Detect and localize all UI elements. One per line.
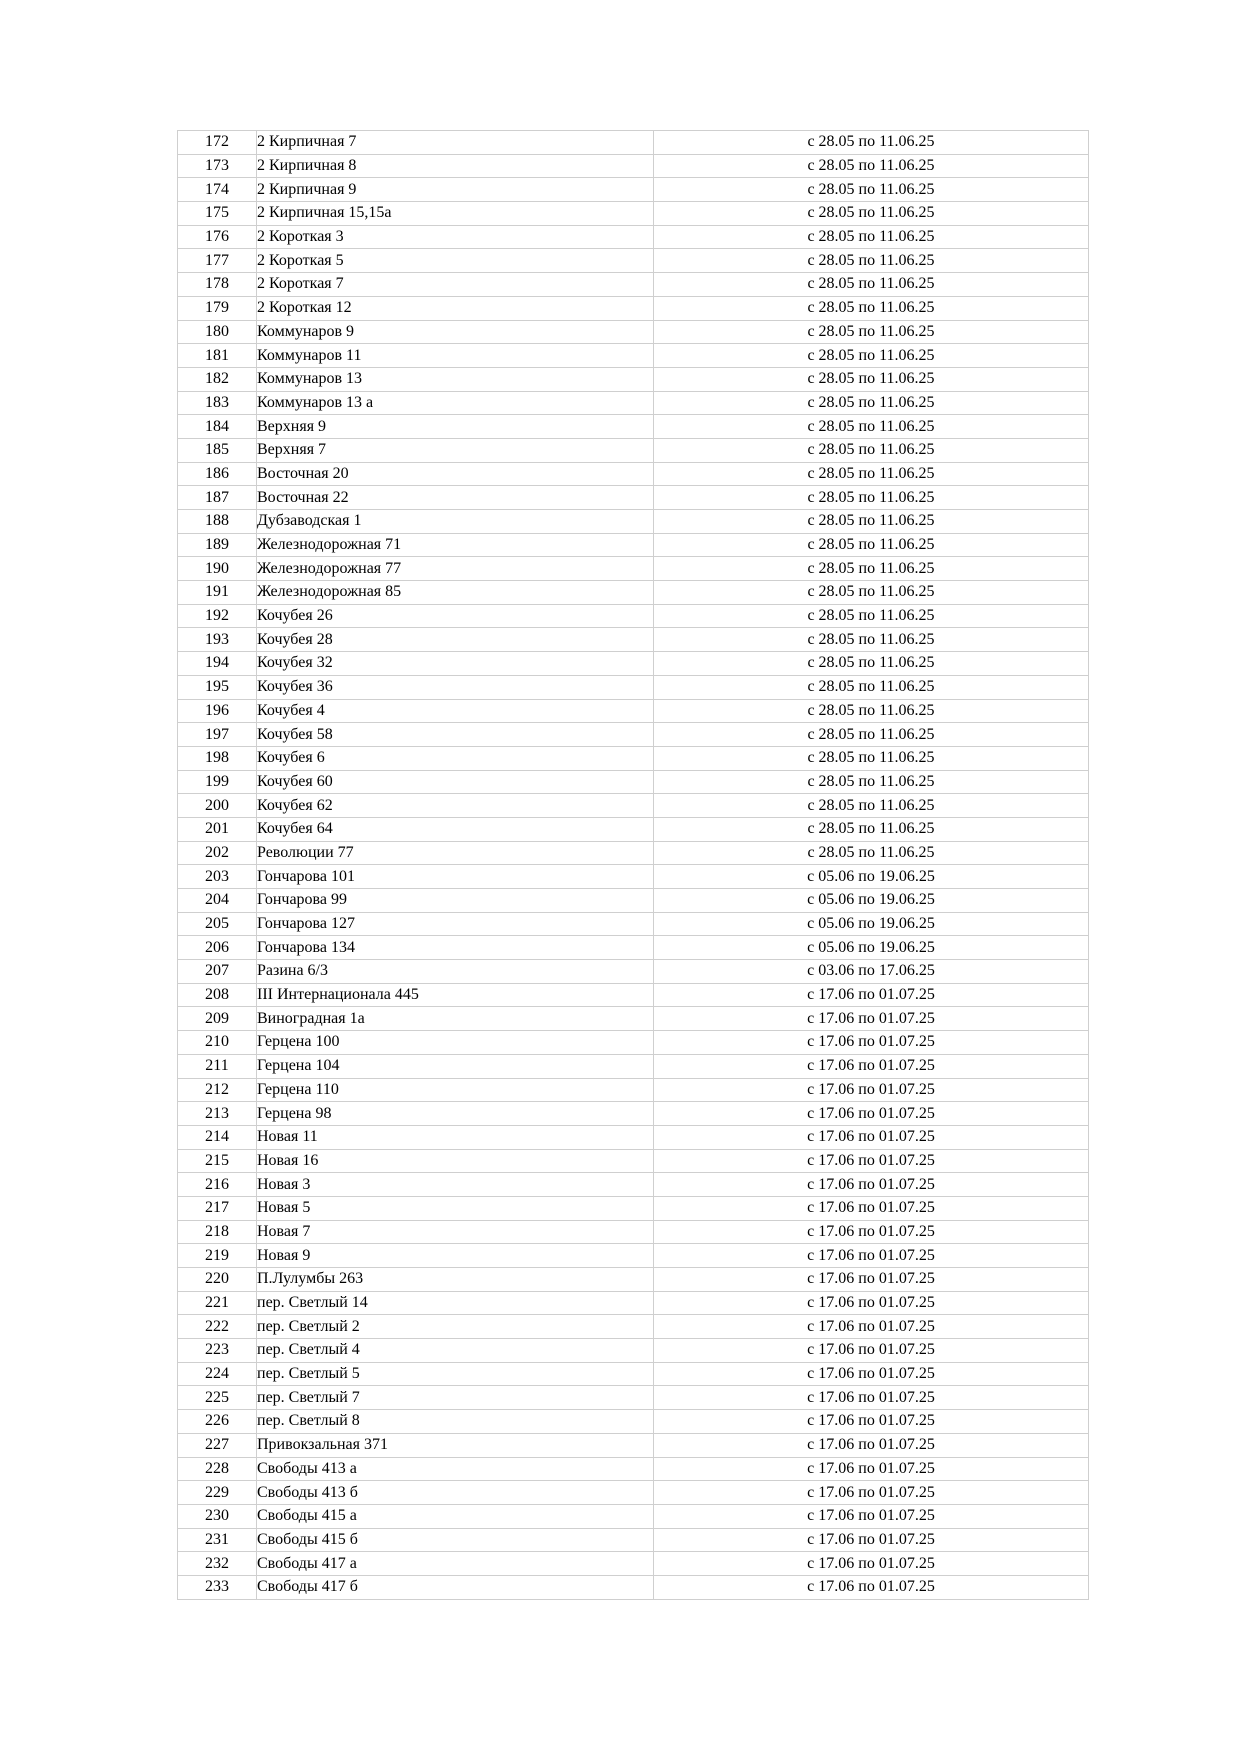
period-cell: с 28.05 по 11.06.25 — [654, 675, 1089, 699]
period-cell: с 28.05 по 11.06.25 — [654, 557, 1089, 581]
period-cell: с 28.05 по 11.06.25 — [654, 273, 1089, 297]
row-number-cell: 218 — [178, 1220, 257, 1244]
period-cell: с 28.05 по 11.06.25 — [654, 391, 1089, 415]
table-row — [178, 604, 1089, 628]
period-cell: с 17.06 по 01.07.25 — [654, 1244, 1089, 1268]
row-number-cell: 183 — [178, 391, 257, 415]
period-cell: с 17.06 по 01.07.25 — [654, 1457, 1089, 1481]
address-cell: Свободы 415 б — [257, 1528, 654, 1552]
row-number-cell: 232 — [178, 1552, 257, 1576]
period-cell: с 28.05 по 11.06.25 — [654, 131, 1089, 155]
address-cell: Свободы 413 б — [257, 1481, 654, 1505]
address-cell: Свободы 417 а — [257, 1552, 654, 1576]
period-cell: с 05.06 по 19.06.25 — [654, 889, 1089, 913]
table-row — [178, 628, 1089, 652]
row-number-cell: 214 — [178, 1125, 257, 1149]
table-row — [178, 1433, 1089, 1457]
row-number-cell: 175 — [178, 202, 257, 226]
address-cell: Коммунаров 9 — [257, 320, 654, 344]
address-cell: Кочубея 60 — [257, 770, 654, 794]
period-cell: с 17.06 по 01.07.25 — [654, 983, 1089, 1007]
table-row — [178, 865, 1089, 889]
table-row — [178, 1268, 1089, 1292]
address-cell: Новая 3 — [257, 1173, 654, 1197]
address-cell: Гончарова 101 — [257, 865, 654, 889]
table-row — [178, 131, 1089, 155]
address-cell: 2 Кирпичная 8 — [257, 154, 654, 178]
row-number-cell: 179 — [178, 296, 257, 320]
address-cell: П.Лулумбы 263 — [257, 1268, 654, 1292]
row-number-cell: 204 — [178, 889, 257, 913]
row-number-cell: 176 — [178, 225, 257, 249]
row-number-cell: 184 — [178, 415, 257, 439]
period-cell: с 28.05 по 11.06.25 — [654, 415, 1089, 439]
address-cell: 2 Кирпичная 15,15а — [257, 202, 654, 226]
address-cell: Восточная 20 — [257, 462, 654, 486]
table-row — [178, 746, 1089, 770]
row-number-cell: 225 — [178, 1386, 257, 1410]
period-cell: с 28.05 по 11.06.25 — [654, 581, 1089, 605]
table-row — [178, 1007, 1089, 1031]
table-row — [178, 770, 1089, 794]
row-number-cell: 180 — [178, 320, 257, 344]
period-cell: с 28.05 по 11.06.25 — [654, 344, 1089, 368]
period-cell: с 17.06 по 01.07.25 — [654, 1054, 1089, 1078]
table-row — [178, 1196, 1089, 1220]
address-cell: Железнодорожная 71 — [257, 533, 654, 557]
row-number-cell: 197 — [178, 723, 257, 747]
row-number-cell: 222 — [178, 1315, 257, 1339]
row-number-cell: 185 — [178, 438, 257, 462]
row-number-cell: 231 — [178, 1528, 257, 1552]
period-cell: с 03.06 по 17.06.25 — [654, 960, 1089, 984]
address-cell: Кочубея 32 — [257, 652, 654, 676]
row-number-cell: 174 — [178, 178, 257, 202]
row-number-cell: 228 — [178, 1457, 257, 1481]
address-cell: Верхняя 7 — [257, 438, 654, 462]
table-row — [178, 1102, 1089, 1126]
table-row — [178, 249, 1089, 273]
address-cell: Кочубея 26 — [257, 604, 654, 628]
period-cell: с 28.05 по 11.06.25 — [654, 817, 1089, 841]
period-cell: с 28.05 по 11.06.25 — [654, 699, 1089, 723]
table-row — [178, 1481, 1089, 1505]
table-row — [178, 1031, 1089, 1055]
address-cell: Кочубея 4 — [257, 699, 654, 723]
table-row — [178, 699, 1089, 723]
period-cell: с 28.05 по 11.06.25 — [654, 154, 1089, 178]
row-number-cell: 221 — [178, 1291, 257, 1315]
address-cell: 2 Короткая 12 — [257, 296, 654, 320]
row-number-cell: 201 — [178, 817, 257, 841]
address-cell: Кочубея 6 — [257, 746, 654, 770]
row-number-cell: 173 — [178, 154, 257, 178]
schedule-table-body — [178, 131, 1089, 1600]
table-row — [178, 794, 1089, 818]
period-cell: с 17.06 по 01.07.25 — [654, 1481, 1089, 1505]
row-number-cell: 178 — [178, 273, 257, 297]
table-row — [178, 675, 1089, 699]
table-row — [178, 1291, 1089, 1315]
address-cell: 2 Короткая 7 — [257, 273, 654, 297]
row-number-cell: 182 — [178, 367, 257, 391]
address-cell: Верхняя 9 — [257, 415, 654, 439]
address-cell: Новая 5 — [257, 1196, 654, 1220]
address-cell: Герцена 104 — [257, 1054, 654, 1078]
address-cell: Коммунаров 11 — [257, 344, 654, 368]
address-cell: Коммунаров 13 а — [257, 391, 654, 415]
table-row — [178, 912, 1089, 936]
row-number-cell: 210 — [178, 1031, 257, 1055]
table-row — [178, 367, 1089, 391]
address-cell: Коммунаров 13 — [257, 367, 654, 391]
table-row — [178, 889, 1089, 913]
address-cell: Восточная 22 — [257, 486, 654, 510]
address-cell: Гончарова 134 — [257, 936, 654, 960]
table-row — [178, 1528, 1089, 1552]
row-number-cell: 198 — [178, 746, 257, 770]
table-row — [178, 557, 1089, 581]
table-row — [178, 320, 1089, 344]
address-cell: III Интернационала 445 — [257, 983, 654, 1007]
row-number-cell: 219 — [178, 1244, 257, 1268]
period-cell: с 28.05 по 11.06.25 — [654, 462, 1089, 486]
period-cell: с 17.06 по 01.07.25 — [654, 1268, 1089, 1292]
table-row — [178, 438, 1089, 462]
row-number-cell: 223 — [178, 1339, 257, 1363]
address-cell: Гончарова 127 — [257, 912, 654, 936]
table-row — [178, 415, 1089, 439]
row-number-cell: 188 — [178, 510, 257, 534]
address-cell: пер. Светлый 5 — [257, 1362, 654, 1386]
address-cell: Новая 11 — [257, 1125, 654, 1149]
period-cell: с 17.06 по 01.07.25 — [654, 1362, 1089, 1386]
address-cell: Герцена 110 — [257, 1078, 654, 1102]
address-cell: пер. Светлый 7 — [257, 1386, 654, 1410]
address-cell: Кочубея 64 — [257, 817, 654, 841]
period-cell: с 05.06 по 19.06.25 — [654, 912, 1089, 936]
table-row — [178, 486, 1089, 510]
table-row — [178, 273, 1089, 297]
row-number-cell: 172 — [178, 131, 257, 155]
period-cell: с 17.06 по 01.07.25 — [654, 1528, 1089, 1552]
period-cell: с 17.06 по 01.07.25 — [654, 1102, 1089, 1126]
row-number-cell: 224 — [178, 1362, 257, 1386]
address-cell: Гончарова 99 — [257, 889, 654, 913]
row-number-cell: 209 — [178, 1007, 257, 1031]
table-row — [178, 296, 1089, 320]
table-row — [178, 1575, 1089, 1599]
address-cell: пер. Светлый 2 — [257, 1315, 654, 1339]
period-cell: с 28.05 по 11.06.25 — [654, 723, 1089, 747]
table-row — [178, 841, 1089, 865]
period-cell: с 17.06 по 01.07.25 — [654, 1433, 1089, 1457]
row-number-cell: 177 — [178, 249, 257, 273]
address-cell: Герцена 98 — [257, 1102, 654, 1126]
period-cell: с 17.06 по 01.07.25 — [654, 1173, 1089, 1197]
table-row — [178, 391, 1089, 415]
table-row — [178, 1054, 1089, 1078]
period-cell: с 28.05 по 11.06.25 — [654, 249, 1089, 273]
period-cell: с 17.06 по 01.07.25 — [654, 1196, 1089, 1220]
period-cell: с 17.06 по 01.07.25 — [654, 1315, 1089, 1339]
row-number-cell: 213 — [178, 1102, 257, 1126]
table-row — [178, 983, 1089, 1007]
row-number-cell: 227 — [178, 1433, 257, 1457]
period-cell: с 28.05 по 11.06.25 — [654, 510, 1089, 534]
period-cell: с 17.06 по 01.07.25 — [654, 1031, 1089, 1055]
period-cell: с 05.06 по 19.06.25 — [654, 936, 1089, 960]
period-cell: с 28.05 по 11.06.25 — [654, 746, 1089, 770]
address-cell: 2 Кирпичная 7 — [257, 131, 654, 155]
row-number-cell: 196 — [178, 699, 257, 723]
table-row — [178, 1362, 1089, 1386]
table-row — [178, 1386, 1089, 1410]
period-cell: с 28.05 по 11.06.25 — [654, 438, 1089, 462]
period-cell: с 17.06 по 01.07.25 — [654, 1410, 1089, 1434]
period-cell: с 28.05 по 11.06.25 — [654, 770, 1089, 794]
period-cell: с 28.05 по 11.06.25 — [654, 202, 1089, 226]
table-row — [178, 1504, 1089, 1528]
address-cell: Свободы 413 а — [257, 1457, 654, 1481]
period-cell: с 17.06 по 01.07.25 — [654, 1386, 1089, 1410]
period-cell: с 17.06 по 01.07.25 — [654, 1291, 1089, 1315]
row-number-cell: 233 — [178, 1575, 257, 1599]
table-row — [178, 533, 1089, 557]
address-cell: Свободы 417 б — [257, 1575, 654, 1599]
address-cell: Дубзаводская 1 — [257, 510, 654, 534]
period-cell: с 28.05 по 11.06.25 — [654, 225, 1089, 249]
table-row — [178, 225, 1089, 249]
row-number-cell: 191 — [178, 581, 257, 605]
period-cell: с 17.06 по 01.07.25 — [654, 1220, 1089, 1244]
row-number-cell: 207 — [178, 960, 257, 984]
row-number-cell: 187 — [178, 486, 257, 510]
address-cell: Кочубея 28 — [257, 628, 654, 652]
table-row — [178, 723, 1089, 747]
table-row — [178, 344, 1089, 368]
row-number-cell: 203 — [178, 865, 257, 889]
table-row — [178, 1244, 1089, 1268]
period-cell: с 17.06 по 01.07.25 — [654, 1078, 1089, 1102]
address-cell: Новая 9 — [257, 1244, 654, 1268]
row-number-cell: 211 — [178, 1054, 257, 1078]
row-number-cell: 229 — [178, 1481, 257, 1505]
period-cell: с 28.05 по 11.06.25 — [654, 604, 1089, 628]
row-number-cell: 212 — [178, 1078, 257, 1102]
row-number-cell: 199 — [178, 770, 257, 794]
period-cell: с 17.06 по 01.07.25 — [654, 1149, 1089, 1173]
table-row — [178, 1173, 1089, 1197]
period-cell: с 28.05 по 11.06.25 — [654, 841, 1089, 865]
row-number-cell: 205 — [178, 912, 257, 936]
row-number-cell: 208 — [178, 983, 257, 1007]
address-cell: пер. Светлый 4 — [257, 1339, 654, 1363]
row-number-cell: 220 — [178, 1268, 257, 1292]
row-number-cell: 194 — [178, 652, 257, 676]
address-cell: Кочубея 58 — [257, 723, 654, 747]
period-cell: с 28.05 по 11.06.25 — [654, 652, 1089, 676]
period-cell: с 17.06 по 01.07.25 — [654, 1339, 1089, 1363]
address-cell: Железнодорожная 77 — [257, 557, 654, 581]
period-cell: с 05.06 по 19.06.25 — [654, 865, 1089, 889]
row-number-cell: 200 — [178, 794, 257, 818]
row-number-cell: 193 — [178, 628, 257, 652]
address-cell: Герцена 100 — [257, 1031, 654, 1055]
address-cell: Новая 7 — [257, 1220, 654, 1244]
address-cell: 2 Короткая 5 — [257, 249, 654, 273]
row-number-cell: 215 — [178, 1149, 257, 1173]
address-cell: Привокзальная 371 — [257, 1433, 654, 1457]
address-cell: Революции 77 — [257, 841, 654, 865]
table-row — [178, 202, 1089, 226]
period-cell: с 28.05 по 11.06.25 — [654, 533, 1089, 557]
period-cell: с 17.06 по 01.07.25 — [654, 1504, 1089, 1528]
table-row — [178, 817, 1089, 841]
row-number-cell: 189 — [178, 533, 257, 557]
table-row — [178, 1149, 1089, 1173]
row-number-cell: 206 — [178, 936, 257, 960]
address-cell: Кочубея 36 — [257, 675, 654, 699]
table-row — [178, 1125, 1089, 1149]
schedule-table — [177, 130, 1089, 1600]
period-cell: с 28.05 по 11.06.25 — [654, 320, 1089, 344]
row-number-cell: 216 — [178, 1173, 257, 1197]
row-number-cell: 230 — [178, 1504, 257, 1528]
period-cell: с 17.06 по 01.07.25 — [654, 1007, 1089, 1031]
table-row — [178, 1078, 1089, 1102]
row-number-cell: 202 — [178, 841, 257, 865]
table-row — [178, 1457, 1089, 1481]
period-cell: с 17.06 по 01.07.25 — [654, 1552, 1089, 1576]
address-cell: Кочубея 62 — [257, 794, 654, 818]
row-number-cell: 190 — [178, 557, 257, 581]
row-number-cell: 195 — [178, 675, 257, 699]
period-cell: с 28.05 по 11.06.25 — [654, 296, 1089, 320]
table-row — [178, 960, 1089, 984]
period-cell: с 28.05 по 11.06.25 — [654, 178, 1089, 202]
table-row — [178, 936, 1089, 960]
row-number-cell: 226 — [178, 1410, 257, 1434]
table-row — [178, 1339, 1089, 1363]
address-cell: Свободы 415 а — [257, 1504, 654, 1528]
address-cell: Разина 6/3 — [257, 960, 654, 984]
row-number-cell: 192 — [178, 604, 257, 628]
address-cell: пер. Светлый 8 — [257, 1410, 654, 1434]
table-row — [178, 1315, 1089, 1339]
table-row — [178, 1552, 1089, 1576]
table-row — [178, 462, 1089, 486]
period-cell: с 28.05 по 11.06.25 — [654, 794, 1089, 818]
period-cell: с 28.05 по 11.06.25 — [654, 486, 1089, 510]
row-number-cell: 217 — [178, 1196, 257, 1220]
address-cell: Виноградная 1а — [257, 1007, 654, 1031]
period-cell: с 17.06 по 01.07.25 — [654, 1125, 1089, 1149]
table-row — [178, 154, 1089, 178]
period-cell: с 28.05 по 11.06.25 — [654, 367, 1089, 391]
table-row — [178, 1410, 1089, 1434]
table-row — [178, 510, 1089, 534]
period-cell: с 28.05 по 11.06.25 — [654, 628, 1089, 652]
table-row — [178, 652, 1089, 676]
period-cell: с 17.06 по 01.07.25 — [654, 1575, 1089, 1599]
address-cell: 2 Короткая 3 — [257, 225, 654, 249]
address-cell: 2 Кирпичная 9 — [257, 178, 654, 202]
row-number-cell: 181 — [178, 344, 257, 368]
table-row — [178, 581, 1089, 605]
address-cell: пер. Светлый 14 — [257, 1291, 654, 1315]
table-row — [178, 1220, 1089, 1244]
row-number-cell: 186 — [178, 462, 257, 486]
address-cell: Железнодорожная 85 — [257, 581, 654, 605]
table-row — [178, 178, 1089, 202]
address-cell: Новая 16 — [257, 1149, 654, 1173]
